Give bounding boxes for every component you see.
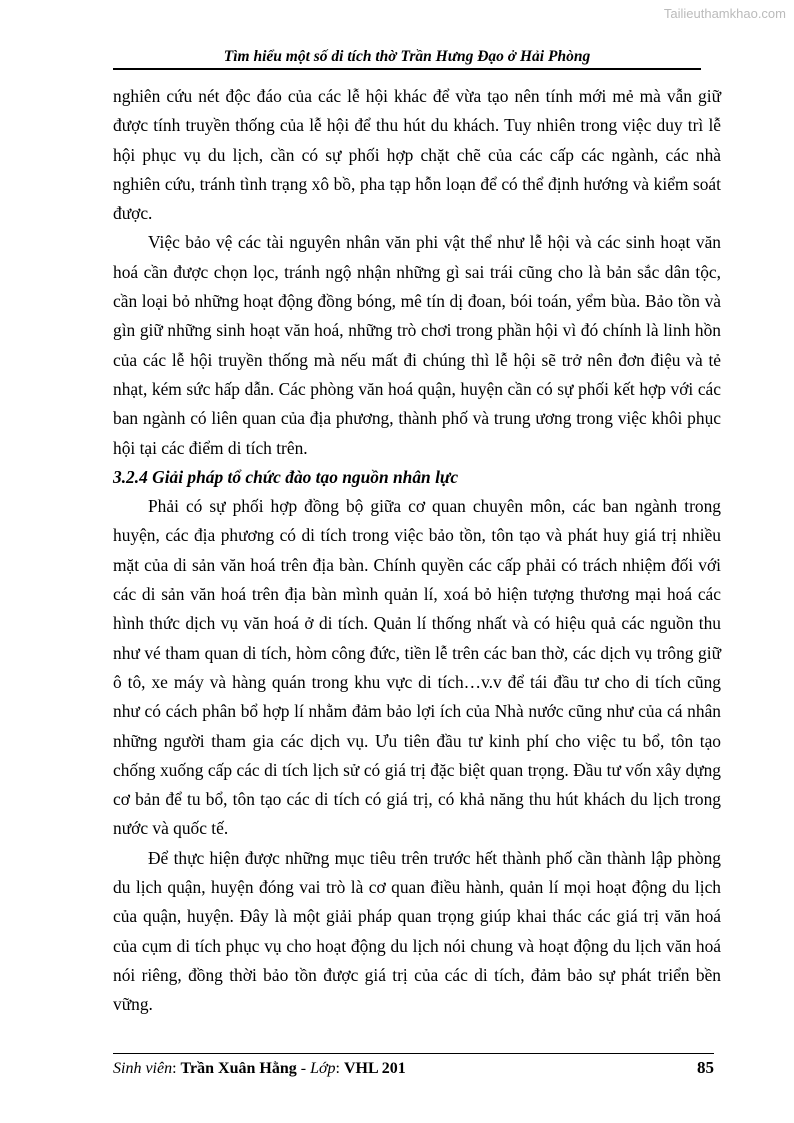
footer-separator-2: :	[335, 1060, 344, 1077]
header-divider	[113, 68, 701, 70]
running-header: Tìm hiểu một số di tích thờ Trần Hưng Đạo ở Hải Phòng	[223, 48, 591, 65]
paragraph-continuation: nghiên cứu nét độc đáo của các lễ hội khác để vừa tạo nên tính mới mẻ mà vẫn giữ được tính truyền thống của lễ hội để thu hút du khách. Tuy nhiên trong việc duy trì lễ hội phục vụ du lịch, cần có sự phối hợp chặt chẽ của các cấp các ngành, các nhà nghiên cứu, tránh tình trạng xô bồ, pha tạp hỗn loạn để có thể định hướng và kiểm soát được.	[113, 86, 721, 224]
page-number: 85	[697, 1058, 714, 1077]
document-body	[113, 82, 721, 1020]
student-name: Trần Xuân Hằng	[180, 1060, 297, 1077]
footer-divider	[113, 1053, 714, 1054]
class-label: Lớp	[310, 1060, 336, 1077]
page-footer	[113, 1058, 714, 1078]
paragraph: Để thực hiện được những mục tiêu trên trước hết thành phố cần thành lập phòng du lịch quận, huyện đóng vai trò là cơ quan điều hành, quản lí mọi hoạt động du lịch của quận, huyện. Đây là một giải pháp quan trọng giúp khai thác các giá trị văn hoá của cụm di tích phục vụ cho hoạt động du lịch nói chung và hoạt động du lịch văn hoá nói riêng, đồng thời bảo tồn được giá trị của các di tích, đảm bảo sự phát triển bền vững.	[113, 847, 721, 1015]
footer-credits	[113, 1060, 406, 1078]
student-label: Sinh viên	[113, 1060, 173, 1077]
watermark: Tailieuthamkhao.com	[663, 6, 786, 21]
footer-dash: -	[296, 1060, 311, 1077]
paragraph: Việc bảo vệ các tài nguyên nhân văn phi vật thể như lễ hội và các sinh hoạt văn hoá cần được chọn lọc, tránh ngộ nhận những gì sai trái cũng cho là bản sắc dân tộc, cần loại bỏ những hoạt động đồng bóng, mê tín dị đoan, bói toán, yểm bùa. Bảo tồn và gìn giữ những sinh hoạt văn hoá, những trò chơi trong phần hội vì đó chính là linh hồn của các lễ hội truyền thống mà nếu mất đi chúng thì lễ hội sẽ trở nên đơn điệu và tẻ nhạt, kém sức hấp dẫn. Các phòng văn hoá quận, huyện cần có sự phối kết hợp với các ban ngành có liên quan của địa phương, thành phố và trung ương trong việc khôi phục hội tại các điểm di tích trên.	[113, 232, 721, 458]
paragraph: Phải có sự phối hợp đồng bộ giữa cơ quan chuyên môn, các ban ngành trong huyện, các địa phương có di tích trong việc bảo tồn, tôn tạo và phát huy giá trị nhiều mặt của di sản văn hoá trên địa bàn. Chính quyền các cấp phải có trách nhiệm đối với các di sản văn hoá trên địa bàn mình quản lí, xoá bỏ hiện tượng thương mại hoá các hình thức dịch vụ văn hoá ở di tích. Quản lí thống nhất và có hiệu quả các nguồn thu như vé tham quan di tích, hòm công đức, tiền lễ trên các ban thờ, các dịch vụ trông giữ ô tô, xe máy và hàng quán trong khu vực di tích…v.v để tái đầu tư cho di tích cũng như có cách phân bổ hợp lí nhằm đảm bảo lợi ích của Nhà nước cũng như của cá nhân những người tham gia các dịch vụ. Ưu tiên đầu tư kinh phí cho việc tu bổ, tôn tạo chống xuống cấp các di tích lịch sử có giá trị đặc biệt quan trọng. Đầu tư vốn xây dựng cơ bản để tu bổ, tôn tạo các di tích có giá trị, có khả năng thu hút khách du lịch trong nước và quốc tế.	[113, 496, 721, 839]
footer-separator: :	[172, 1060, 181, 1077]
class-name: VHL 201	[343, 1060, 406, 1077]
section-heading: 3.2.4 Giải pháp tổ chức đào tạo nguồn nhân lực	[113, 466, 459, 487]
